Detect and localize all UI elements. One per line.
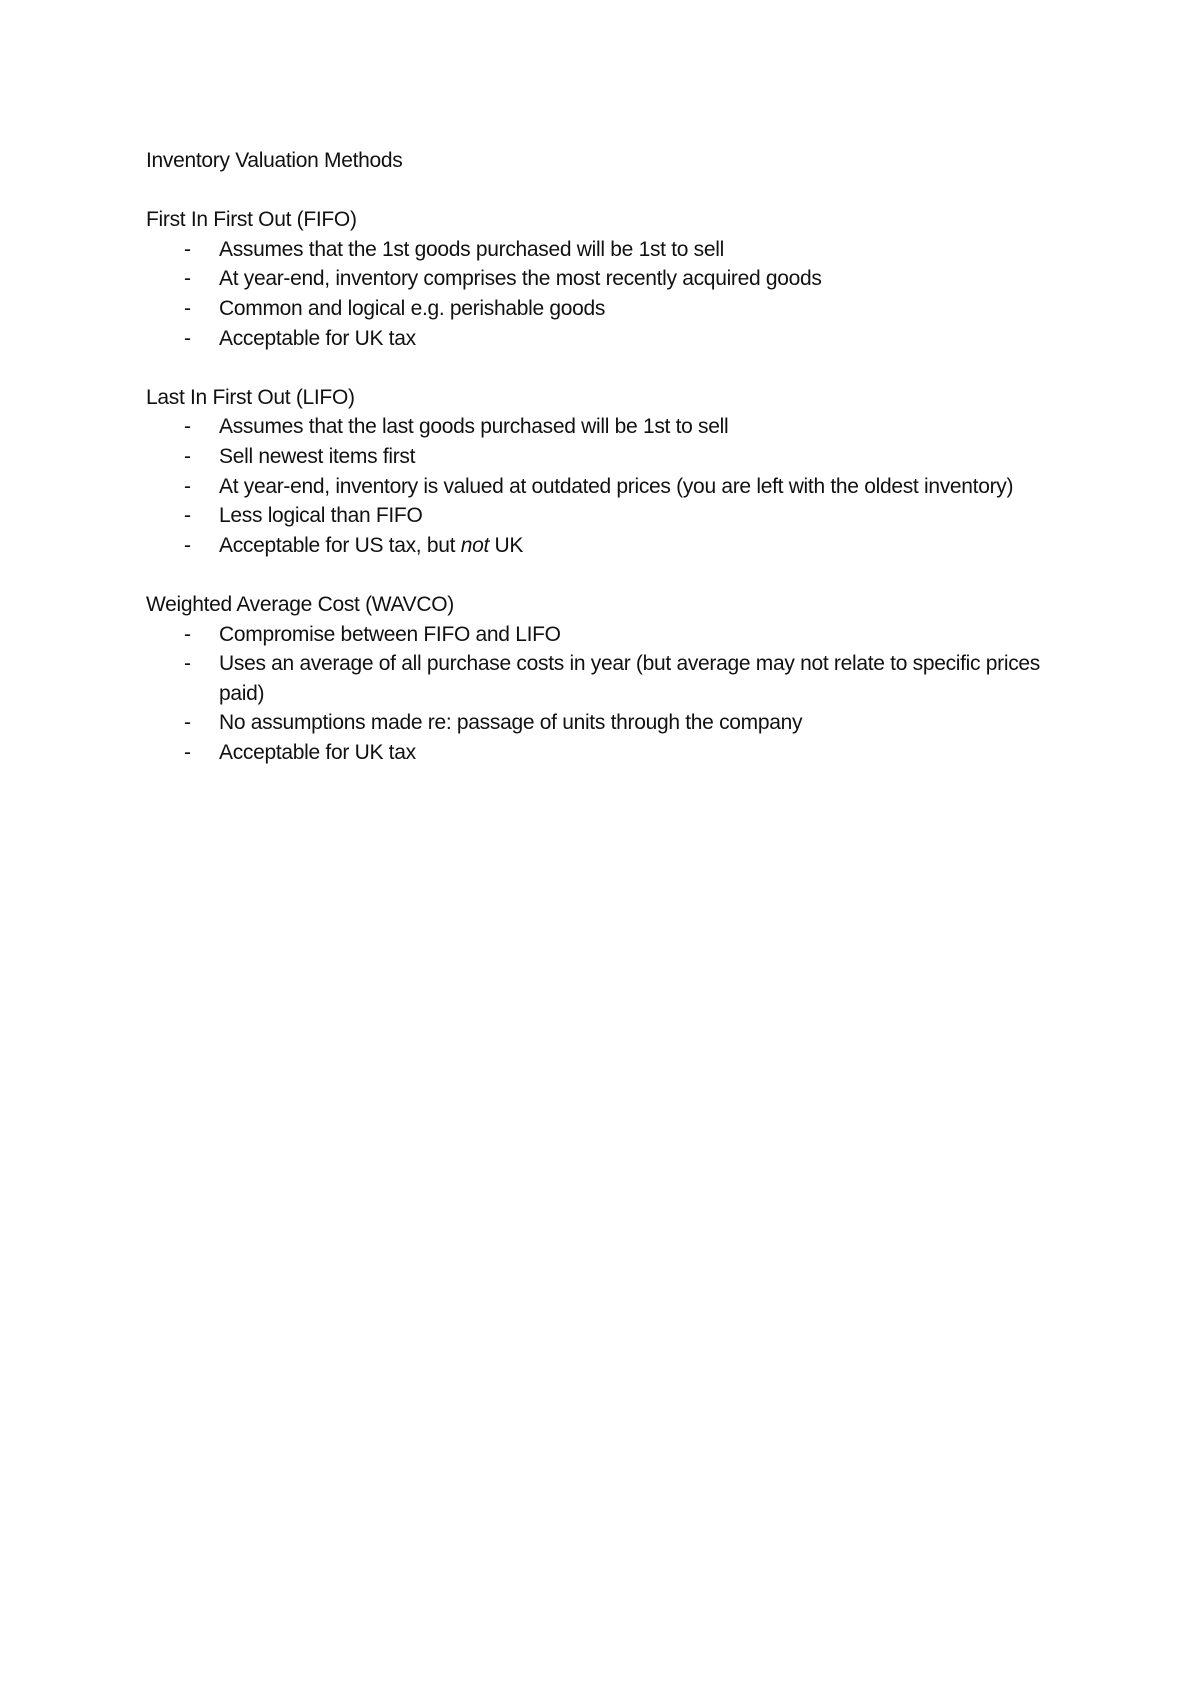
dash-bullet: -: [184, 652, 191, 676]
dash-bullet: -: [184, 474, 191, 498]
list-item: [146, 264, 1066, 294]
section-lifo: [146, 383, 1066, 561]
dash-bullet: -: [184, 622, 191, 646]
list-item: [146, 412, 1066, 442]
list-item: [146, 620, 1066, 650]
list-item: [146, 235, 1066, 265]
list-item: [146, 472, 1066, 502]
dash-bullet: -: [184, 237, 191, 261]
bullet-list: [146, 620, 1066, 768]
emphasis-text: not: [460, 533, 489, 557]
list-item: [146, 649, 1066, 708]
list-item-text: At year-end, inventory is valued at outdated prices (you are left with the oldest inventory): [219, 474, 1014, 498]
bullet-list: [146, 412, 1066, 560]
document-body: [146, 146, 1066, 767]
list-item-text: Uses an average of all purchase costs in year (but average may not relate to specific prices paid): [219, 652, 1040, 705]
list-item: [146, 708, 1066, 738]
list-item-text: Compromise between FIFO and LIFO: [219, 622, 561, 646]
dash-bullet: -: [184, 326, 191, 350]
list-item-text: Acceptable for UK tax: [219, 740, 416, 764]
list-item: [146, 294, 1066, 324]
list-item: [146, 442, 1066, 472]
section-heading: Last In First Out (LIFO): [146, 385, 355, 409]
list-item-text: Sell newest items first: [219, 444, 416, 468]
list-item-text: Common and logical e.g. perishable goods: [219, 296, 606, 320]
list-item-text: Less logical than FIFO: [219, 504, 423, 528]
dash-bullet: -: [184, 415, 191, 439]
section-heading: First In First Out (FIFO): [146, 208, 357, 232]
list-item-text: Assumes that the 1st goods purchased will be 1st to sell: [219, 237, 724, 261]
dash-bullet: -: [184, 504, 191, 528]
list-item-text: UK: [489, 533, 524, 557]
list-item-text: Acceptable for UK tax: [219, 326, 416, 350]
dash-bullet: -: [184, 711, 191, 735]
dash-bullet: -: [184, 444, 191, 468]
list-item: [146, 738, 1066, 768]
dash-bullet: -: [184, 740, 191, 764]
list-item-text: Assumes that the last goods purchased will be 1st to sell: [219, 415, 729, 439]
dash-bullet: -: [184, 267, 191, 291]
list-item: [146, 531, 1066, 561]
list-item-text: At year-end, inventory comprises the most recently acquired goods: [219, 267, 822, 291]
document-title: Inventory Valuation Methods: [146, 149, 403, 172]
list-item: [146, 324, 1066, 354]
section-heading: Weighted Average Cost (WAVCO): [146, 592, 454, 616]
list-item-text: Acceptable for US tax, but: [219, 533, 461, 557]
dash-bullet: -: [184, 296, 191, 320]
section-wavco: [146, 590, 1066, 768]
section-fifo: [146, 205, 1066, 353]
dash-bullet: -: [184, 533, 191, 557]
list-item: [146, 501, 1066, 531]
bullet-list: [146, 235, 1066, 353]
list-item-text: No assumptions made re: passage of units through the company: [219, 711, 803, 735]
